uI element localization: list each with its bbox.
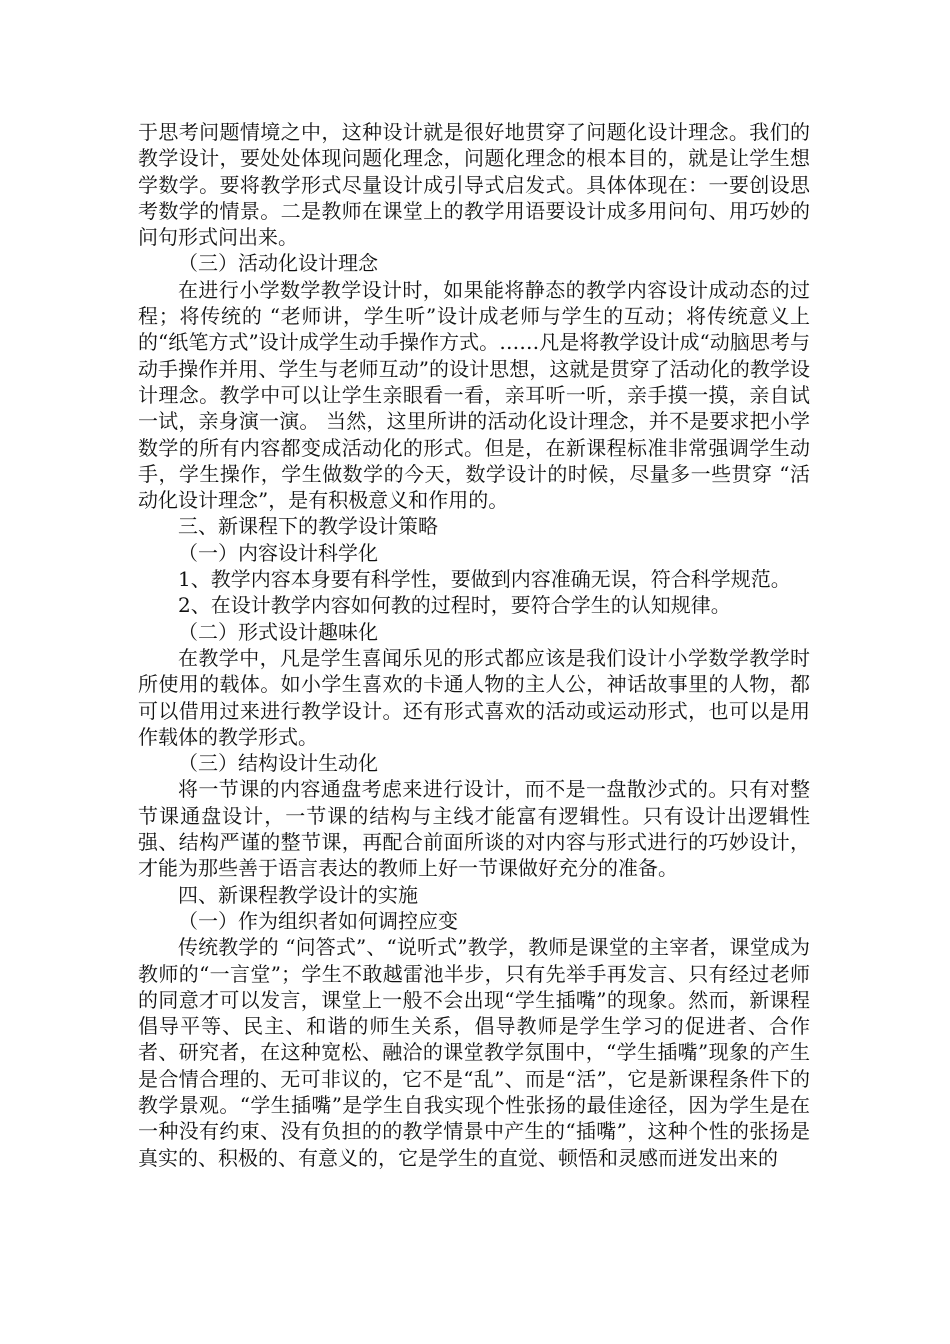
heading-section-four: 四、新课程教学设计的实施: [178, 882, 418, 907]
paragraph-content-point-1: 1、教学内容本身要有科学性，要做到内容准确无误，符合科学规范。: [178, 567, 791, 592]
subheading-structure-design: （三）结构设计生动化: [178, 751, 378, 776]
paragraph-continuation: 于思考问题情境之中，这种设计就是很好地贯穿了问题化设计理念。我们的教学设计，要处处体现问题化理念，问题化理念的根本目的，就是让学生想学数学。要将教学形式尽量设计成引导式启发式。具体体现在：一要创设思考数学的情景。二是教师在课堂上的教学用语要设计成多用问句、用巧妙的问句形式问出来。: [138, 120, 810, 250]
subheading-form-design: （二）形式设计趣味化: [178, 619, 378, 644]
paragraph-form-design: 在教学中，凡是学生喜闻乐见的形式都应该是我们设计小学数学教学时所使用的载体。如小学生喜欢的卡通人物的主人公，神话故事里的人物，都可以借用过来进行教学设计。还有形式喜欢的活动或运动形式，也可以是用作载体的教学形式。: [138, 645, 810, 749]
paragraph-activity-concept: 在进行小学数学教学设计时，如果能将静态的教学内容设计成动态的过程；将传统的 “老师讲，学生听”设计成老师与学生的互动；将传统意义上的“纸笔方式”设计成学生动手操作方式。……凡是将教学设计成“动脑思考与动手操作并用、学生与老师互动”的设计思想，这就是贯穿了活动化的教学设计理念。教学中可以让学生亲眼看一看，亲耳听一听，亲手摸一摸，亲自试一试，亲身演一演。 当然，这里所讲的活动化设计理念，并不是要求把小学数学的所有内容都变成活动化的形式。但是，在新课程标准非常强调学生动手，学生操作，学生做数学的今天，数学设计的时候，尽量多一些贯穿 “活动化设计理念”，是有积极意义和作用的。: [138, 277, 810, 513]
document-page: [138, 119, 810, 1171]
paragraph-structure-design: 将一节课的内容通盘考虑来进行设计，而不是一盘散沙式的。只有对整节课通盘设计，一节课的结构与主线才能富有逻辑性。只有设计出逻辑性强、结构严谨的整节课，再配合前面所谈的对内容与形式进行的巧妙设计，才能为那些善于语言表达的教师上好一节课做好充分的准备。: [138, 777, 810, 881]
subheading-organizer-role: （一）作为组织者如何调控应变: [178, 908, 458, 933]
subheading-activity-concept: （三）活动化设计理念: [178, 251, 378, 276]
paragraph-organizer-role: 传统教学的 “问答式”、“说听式”教学，教师是课堂的主宰者，课堂成为教师的“一言堂”；学生不敢越雷池半步，只有先举手再发言、只有经过老师的同意才可以发言，课堂上一般不会出现“学生插嘴”的现象。然而，新课程倡导平等、民主、和谐的师生关系，倡导教师是学生学习的促进者、合作者、研究者，在这种宽松、融洽的课堂教学氛围中，“学生插嘴”现象的产生是合情合理的、无可非议的，它不是“乱”、而是“活”，它是新课程条件下的教学景观。“学生插嘴”是学生自我实现个性张扬的最佳途径，因为学生是在一种没有约束、没有负担的的教学情景中产生的“插嘴”，这种个性的张扬是真实的、积极的、有意义的，它是学生的直觉、顿悟和灵感而迸发出来的: [138, 935, 810, 1170]
heading-section-three: 三、新课程下的教学设计策略: [178, 514, 438, 539]
subheading-content-design: （一）内容设计科学化: [178, 540, 378, 565]
paragraph-content-point-2: 2、在设计教学内容如何教的过程时，要符合学生的认知规律。: [178, 593, 731, 618]
